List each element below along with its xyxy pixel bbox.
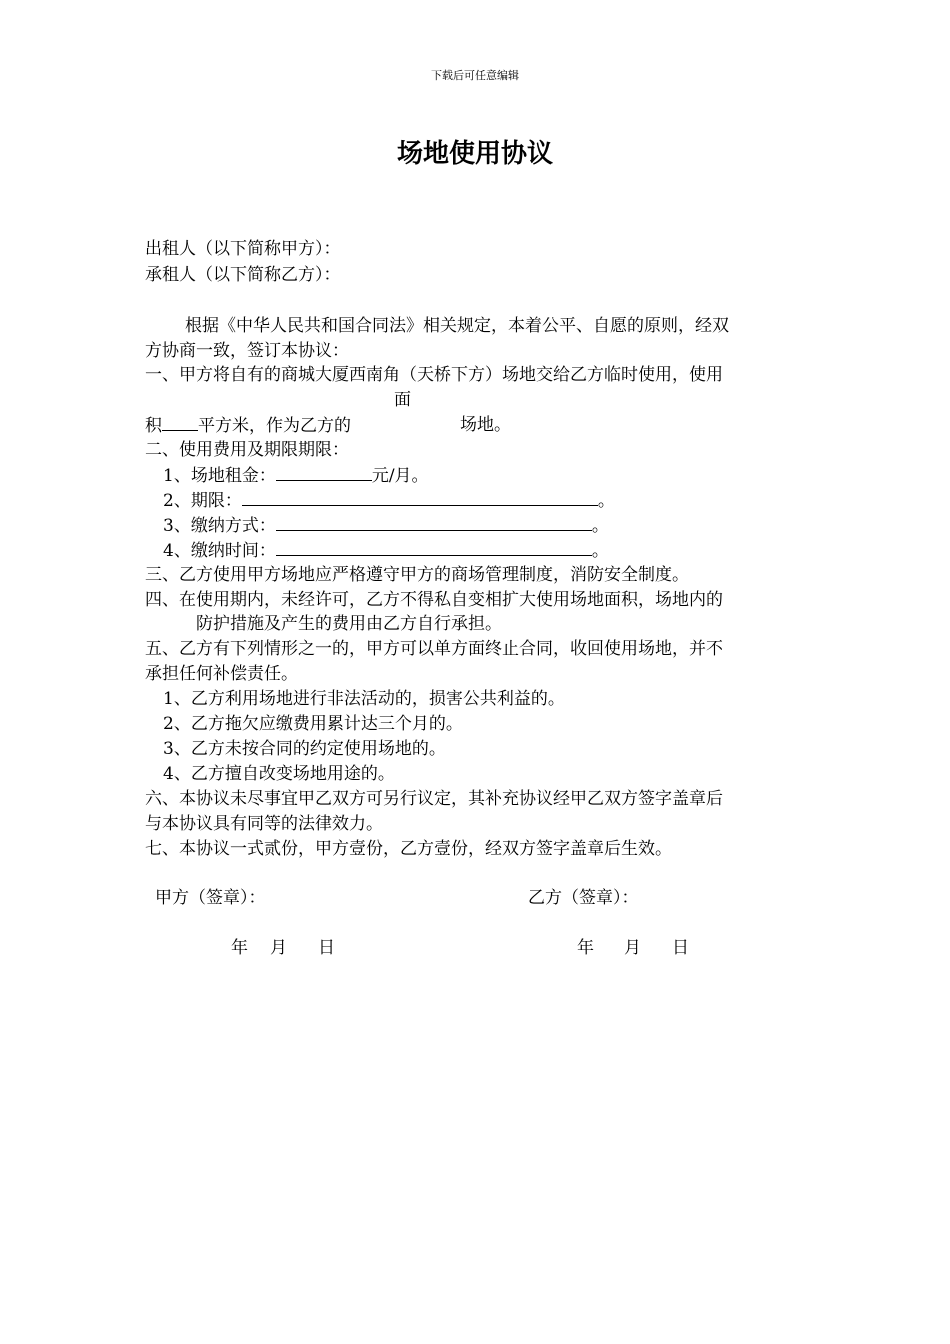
lessor-line: 出租人（以下简称甲方）： bbox=[145, 239, 341, 259]
clause-3: 三、乙方使用甲方场地应严格遵守甲方的商场管理制度，消防安全制度。 bbox=[145, 565, 689, 585]
clause-1-line-2 bbox=[145, 414, 351, 437]
lessee-line: 承租人（以下简称乙方）： bbox=[145, 265, 341, 285]
party-b-day: 日 bbox=[672, 938, 689, 958]
clause-1-wrap: 面 bbox=[394, 390, 411, 410]
payment-time-blank bbox=[276, 539, 592, 556]
rent-line bbox=[163, 464, 429, 487]
intro-line-1: 根据《中华人民共和国合同法》相关规定，本着公平、自愿的原则，经双 bbox=[185, 316, 729, 336]
payment-time-period: 。 bbox=[591, 541, 609, 561]
clause-6-line-1: 六、本协议未尽事宜甲乙双方可另行议定，其补充协议经甲乙双方签字盖章后 bbox=[145, 789, 723, 809]
page-header: 下载后可任意编辑 bbox=[431, 69, 519, 82]
term-line bbox=[163, 489, 615, 512]
clause-4-line-1: 四、在使用期内，未经许可，乙方不得私自变相扩大使用场地面积，场地内的 bbox=[145, 590, 723, 610]
area-blank bbox=[162, 414, 198, 431]
rent-label: 1、场地租金： bbox=[163, 466, 276, 486]
clause-5-item: 2、乙方拖欠应缴费用累计达三个月的。 bbox=[163, 714, 463, 734]
usage-suffix: 场地。 bbox=[460, 415, 511, 435]
clause-5-item: 3、乙方未按合同的约定使用场地的。 bbox=[163, 739, 446, 759]
clause-5-line-2: 承担任何补偿责任。 bbox=[145, 664, 298, 684]
party-a-signature-label: 甲方（签章）： bbox=[155, 888, 266, 908]
intro-line-2: 方协商一致，签订本协议： bbox=[145, 341, 349, 361]
term-label: 2、期限： bbox=[163, 491, 242, 511]
document-title: 场地使用协议 bbox=[396, 139, 553, 169]
clause-4-line-2: 防护措施及产生的费用由乙方自行承担。 bbox=[196, 614, 502, 634]
payment-method-line bbox=[163, 514, 609, 537]
party-b-year: 年 bbox=[577, 938, 594, 958]
clause-6-line-2: 与本协议具有同等的法律效力。 bbox=[145, 814, 383, 834]
clause-7: 七、本协议一式贰份，甲方壹份，乙方壹份，经双方签字盖章后生效。 bbox=[145, 839, 672, 859]
clause-5-item: 1、乙方利用场地进行非法活动的，损害公共利益的。 bbox=[163, 689, 565, 709]
clause-2-heading: 二、使用费用及期限期限： bbox=[145, 440, 349, 460]
party-b-month: 月 bbox=[624, 938, 641, 958]
party-a-year: 年 bbox=[231, 938, 248, 958]
payment-time-label: 4、缴纳时间： bbox=[163, 541, 276, 561]
party-a-day: 日 bbox=[318, 938, 335, 958]
area-unit: 平方米，作为乙方的 bbox=[198, 416, 351, 436]
area-label: 积 bbox=[145, 416, 162, 436]
payment-method-period: 。 bbox=[591, 516, 609, 536]
payment-method-blank bbox=[276, 514, 592, 531]
payment-method-label: 3、缴纳方式： bbox=[163, 516, 276, 536]
term-period: 。 bbox=[597, 491, 615, 511]
rent-unit: 元/月。 bbox=[371, 466, 429, 486]
clause-5-item: 4、乙方擅自改变场地用途的。 bbox=[163, 764, 395, 784]
clause-5-line-1: 五、乙方有下列情形之一的，甲方可以单方面终止合同，收回使用场地，并不 bbox=[145, 639, 723, 659]
payment-time-line bbox=[163, 539, 609, 562]
party-b-signature-label: 乙方（签章）： bbox=[528, 888, 639, 908]
rent-blank bbox=[276, 464, 372, 481]
clause-1-line-1: 一、甲方将自有的商城大厦西南角（天桥下方）场地交给乙方临时使用，使用 bbox=[145, 365, 723, 385]
term-blank bbox=[242, 489, 598, 506]
party-a-month: 月 bbox=[270, 938, 287, 958]
